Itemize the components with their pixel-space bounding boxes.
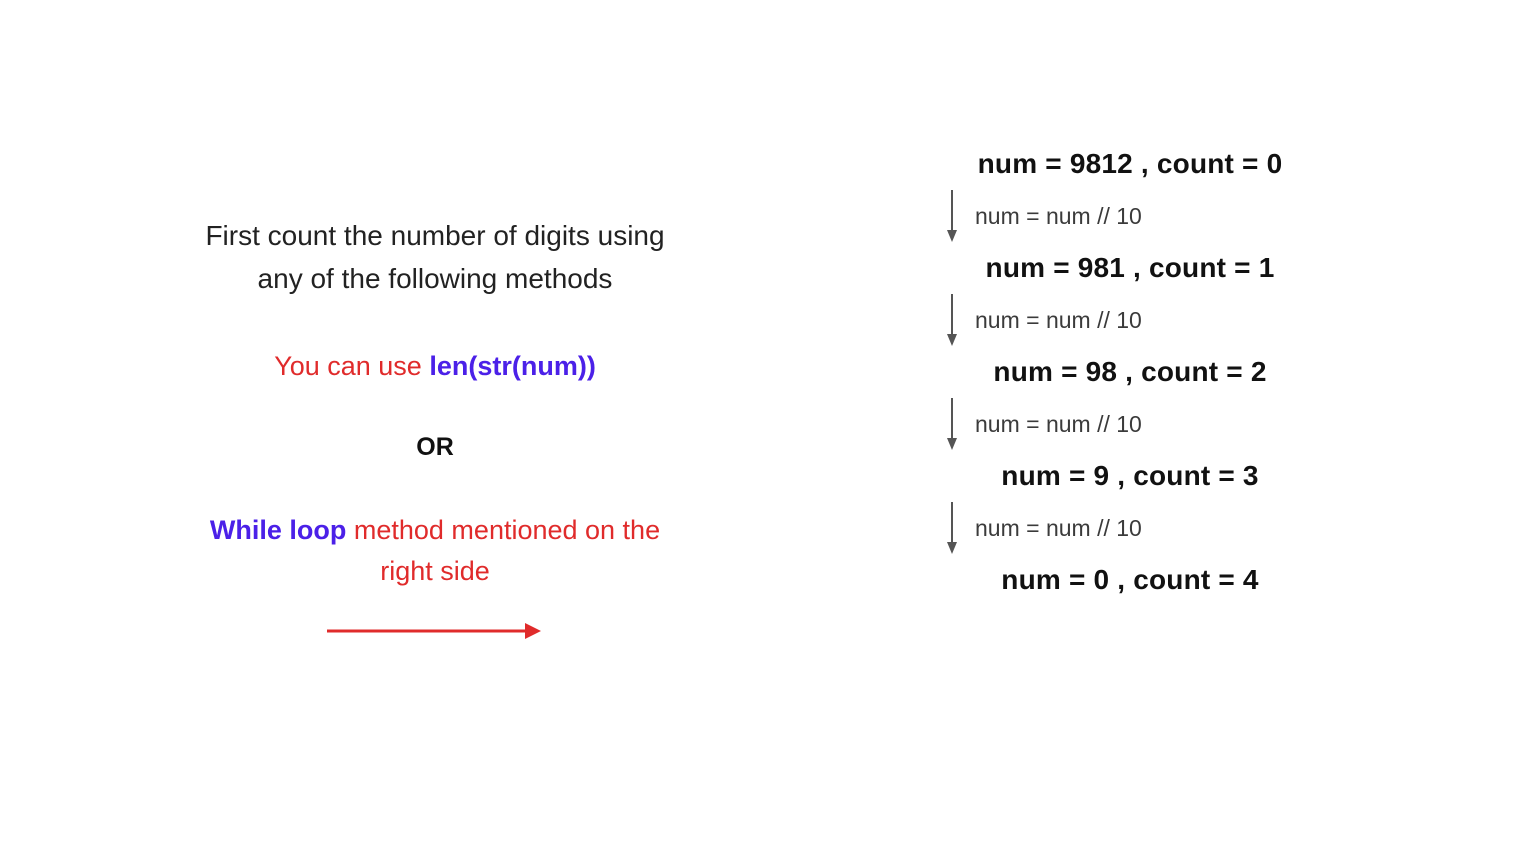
or-label: OR bbox=[416, 432, 454, 461]
trace-state-1: num = 981 , count = 1 bbox=[985, 252, 1275, 283]
trace-step-1 bbox=[850, 284, 1410, 356]
down-arrow-icon bbox=[945, 292, 959, 348]
trace-state-2: num = 98 , count = 2 bbox=[993, 356, 1267, 387]
trace-operation-3: num = num // 10 bbox=[975, 514, 1142, 541]
trace-state-3: num = 9 , count = 3 bbox=[1001, 460, 1259, 491]
down-arrow-icon bbox=[945, 188, 959, 244]
down-arrow-icon bbox=[945, 500, 959, 556]
trace-operation-0: num = num // 10 bbox=[975, 202, 1142, 229]
trace-step-2 bbox=[850, 388, 1410, 460]
trace-operation-2: num = num // 10 bbox=[975, 410, 1142, 437]
trace-state-0: num = 9812 , count = 0 bbox=[977, 148, 1283, 179]
while-method-line bbox=[185, 510, 685, 594]
explanation-panel bbox=[150, 215, 720, 642]
trace-state-4: num = 0 , count = 4 bbox=[1001, 564, 1259, 595]
len-method-code: len(str(num)) bbox=[429, 351, 596, 382]
trace-step-3 bbox=[850, 492, 1410, 564]
pointer-arrow-wrap bbox=[150, 620, 720, 642]
while-method-rest: method mentioned on the right side bbox=[346, 514, 661, 587]
len-method-prefix: You can use bbox=[274, 351, 430, 382]
intro-text: First count the number of digits using any of the following methods bbox=[205, 220, 665, 294]
down-arrow-icon bbox=[945, 396, 959, 452]
trace-panel bbox=[850, 148, 1410, 596]
while-loop-accent: While loop bbox=[209, 514, 347, 545]
len-method-line bbox=[150, 346, 720, 387]
trace-step-0 bbox=[850, 180, 1410, 252]
trace-operation-1: num = num // 10 bbox=[975, 306, 1142, 333]
right-arrow-icon bbox=[325, 620, 545, 642]
